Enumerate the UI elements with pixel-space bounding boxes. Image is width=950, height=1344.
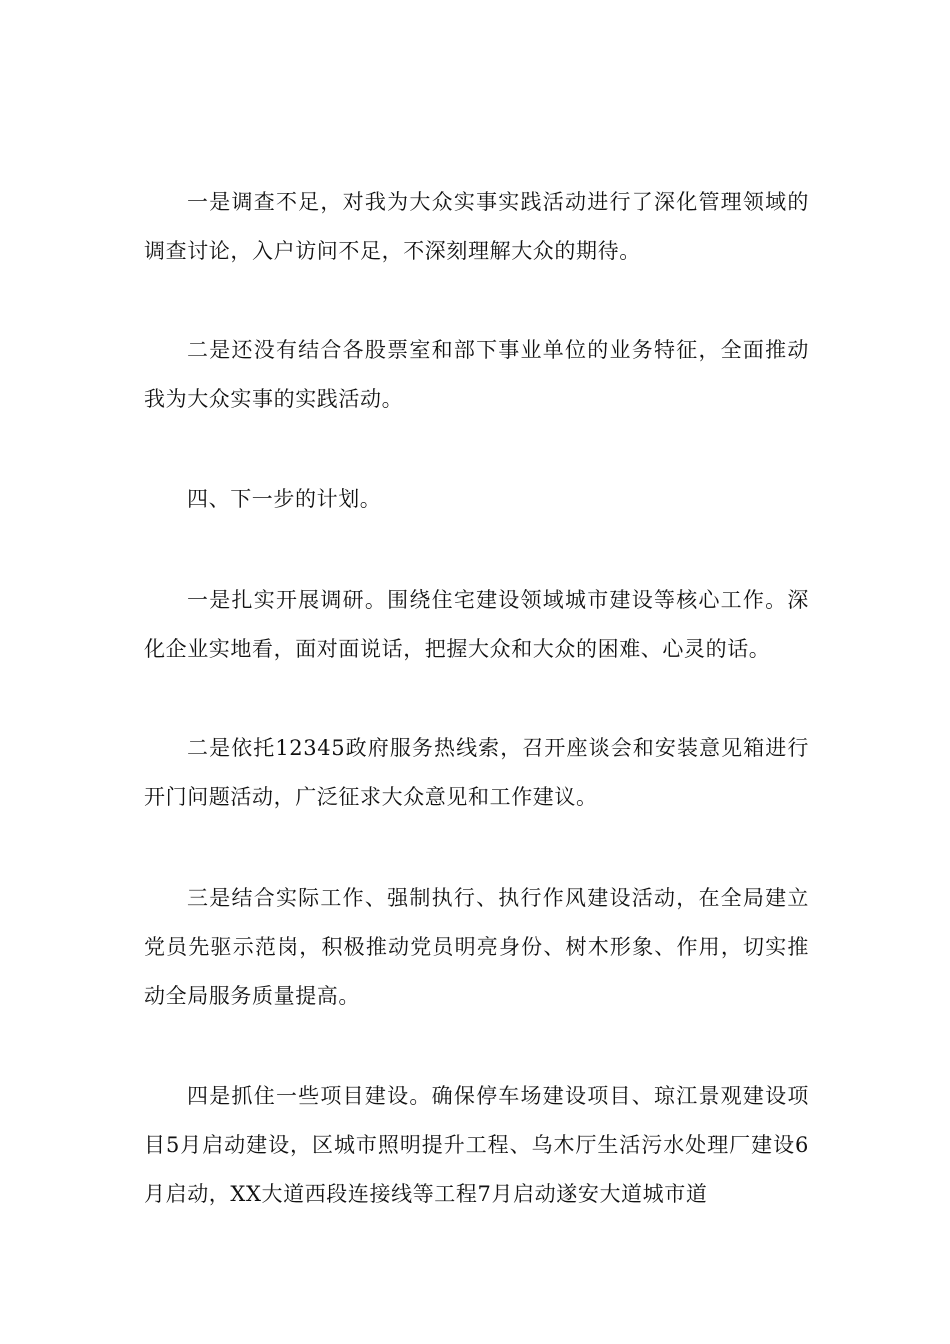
section-heading-next-plan: 四、下一步的计划。 (187, 487, 382, 511)
paragraph-hotline: 二是依托12345政府服务热线索，召开座谈会和安装意见箱进行开门问题活动，广泛征求大众意见和工作建议。 (144, 736, 809, 809)
paragraph-investigation-shortfall: 一是调查不足，对我为大众实事实践活动进行了深化管理领域的调查讨论，入户访问不足，不深刻理解大众的期待。 (144, 190, 809, 263)
paragraph-business-features: 二是还没有结合各股票室和部下事业单位的业务特征，全面推动我为大众实事的实践活动。 (144, 338, 809, 411)
paragraph-research: 一是扎实开展调研。围绕住宅建设领域城市建设等核心工作。深化企业实地看，面对面说话，把握大众和大众的困难、心灵的话。 (144, 588, 809, 661)
paragraph-project-construction: 四是抓住一些项目建设。确保停车场建设项目、琼江景观建设项目5月启动建设，区城市照明提升工程、乌木厅生活污水处理厂建设6月启动，XX大道西段连接线等工程7月启动遂安大道城市道 (144, 1084, 809, 1206)
paragraph-work-style: 三是结合实际工作、强制执行、执行作风建设活动，在全局建立党员先驱示范岗，积极推动党员明亮身份、树木形象、作用，切实推动全局服务质量提高。 (144, 886, 809, 1008)
